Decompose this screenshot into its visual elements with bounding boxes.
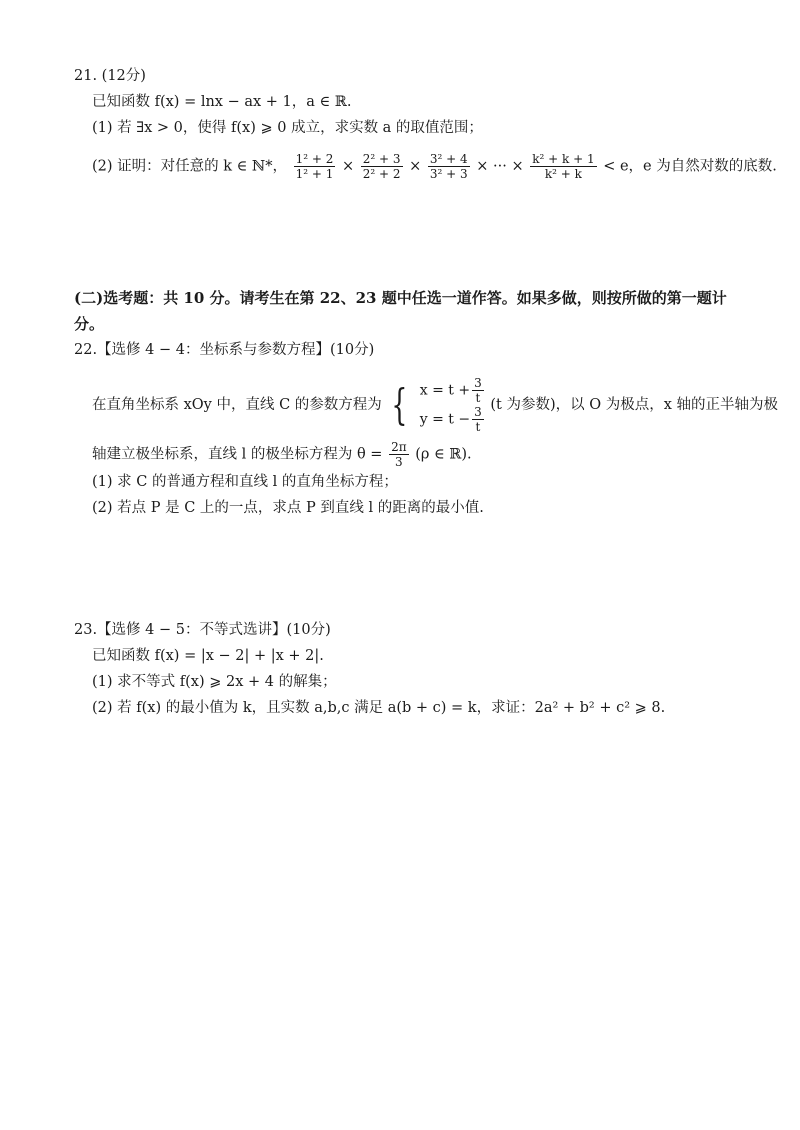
q21-part2-suffix: < e，e 为自然对数的底数. bbox=[603, 158, 777, 175]
product-ellipsis: × ··· × bbox=[476, 158, 524, 175]
parametric-system bbox=[420, 376, 486, 434]
times-sign: × bbox=[409, 158, 422, 175]
fraction-2: $\frac{\text{2² + 3}}{\text{2² + 2}}$ bbox=[362, 152, 401, 181]
q22-header: 22.【选修 4 − 4：坐标系与参数方程】(10分) bbox=[74, 342, 375, 358]
q21-part2-prefix: (2) 证明：对任意的 k ∈ ℕ*， bbox=[92, 158, 287, 175]
theta-fraction: $\frac{2\pi}{3}$ bbox=[391, 440, 407, 469]
q22-polar-suffix: (ρ ∈ ℝ). bbox=[415, 446, 472, 463]
q22-stem bbox=[92, 376, 778, 434]
q23-part1: (1) 求不等式 f(x) ⩾ 2x + 4 的解集； bbox=[92, 674, 337, 690]
q22-polar bbox=[92, 440, 472, 469]
section-optional-heading: (二)选考题：共 10 分。请考生在第 22、23 题中任选一道作答。如果多做，则按所做的第一题计 bbox=[74, 289, 727, 307]
times-sign: × bbox=[341, 158, 355, 175]
q21-stem: 已知函数 f(x) = lnx − ax + 1，a ∈ ℝ. bbox=[92, 94, 352, 110]
q22-part1: (1) 求 C 的普通方程和直线 l 的直角坐标方程； bbox=[92, 474, 398, 490]
equation-y: y = t − $\frac{3}{t}$ bbox=[419, 405, 482, 434]
q22-part2: (2) 若点 P 是 C 上的一点，求点 P 到直线 l 的距离的最小值. bbox=[92, 500, 484, 516]
q23-part2: (2) 若 f(x) 的最小值为 k，且实数 a,b,c 满足 a(b + c) = k，求证：2a² + b² + c² ⩾ 8. bbox=[92, 700, 666, 716]
q23-stem: 已知函数 f(x) = |x − 2| + |x + 2|. bbox=[92, 648, 324, 664]
fraction-k: $\frac{\text{k² + k + 1}}{\text{k² + k}}$ bbox=[532, 152, 595, 181]
q21-part2 bbox=[92, 152, 777, 181]
q23-header: 23.【选修 4 − 5：不等式选讲】(10分) bbox=[74, 622, 331, 638]
left-brace: { bbox=[391, 380, 408, 429]
q21-part1: (1) 若 ∃x > 0，使得 f(x) ⩾ 0 成立，求实数 a 的取值范围； bbox=[92, 120, 483, 136]
section-optional-heading-cont: 分。 bbox=[74, 315, 105, 333]
fraction-3: $\frac{\text{3² + 4}}{\text{3² + 3}}$ bbox=[429, 152, 468, 181]
q22-stem-prefix: 在直角坐标系 xOy 中，直线 C 的参数方程为 bbox=[92, 397, 382, 413]
q22-polar-prefix: 轴建立极坐标系，直线 l 的极坐标方程为 θ = bbox=[92, 446, 383, 463]
equation-x: x = t + $\frac{3}{t}$ bbox=[419, 376, 482, 405]
q21-header: 21. (12分) bbox=[74, 68, 146, 84]
fraction-1: $\frac{\text{1² + 2}}{\text{1² + 1}}$ bbox=[295, 152, 334, 181]
q22-stem-suffix: (t 为参数)，以 O 为极点，x 轴的正半轴为极 bbox=[490, 397, 779, 413]
